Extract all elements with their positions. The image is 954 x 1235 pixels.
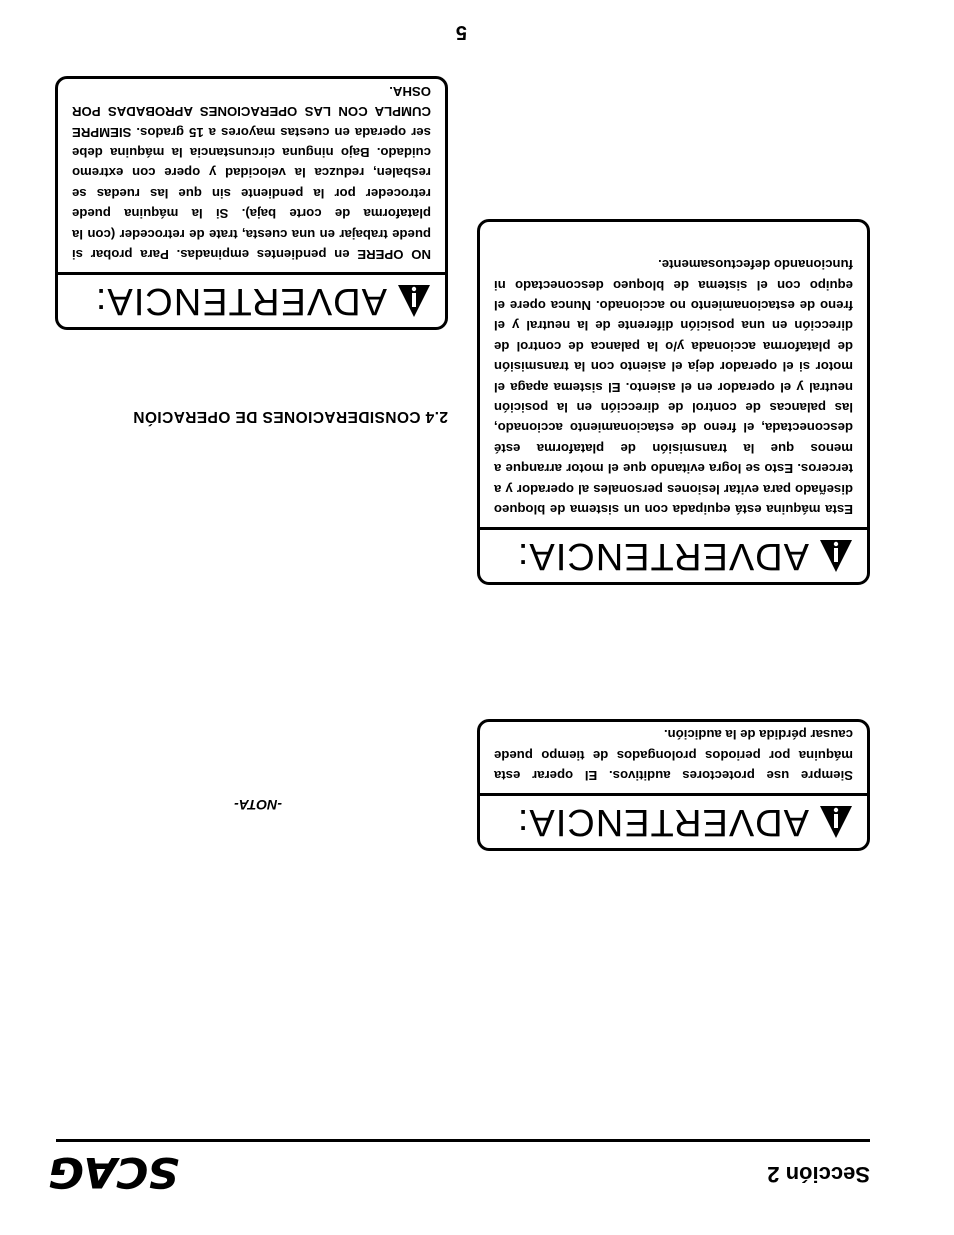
section-heading: 2.4 CONSIDERACIONES DE OPERACIÓN	[132, 408, 448, 425]
footer-section-label: Sección 2	[767, 1162, 870, 1187]
warning-triangle-icon	[819, 539, 853, 573]
warning-text: NO OPERE en pendientes empinadas. Para probar si puede trabajar en una cuesta, trate de retroceder (con la plataforma de corte baja). Si la máquina puede retroceder por la pendiente sin que las ruedas se resbalen, reduzca la velocidad y opere con extremo cuidado. Bajo ninguna circunstancia la máquina debe ser operada en cuestas mayores a 15 grados. SIEMPRE CUMPLA CON LAS OPERACIONES APROBADAS POR OSHA.	[72, 83, 431, 262]
warning-text: Siempre use protectores auditivos. El operar esta máquina por periodos prolongados de tiempo puede causar pérdida de la audición.	[494, 727, 853, 783]
warning-box-slopes	[55, 76, 448, 330]
warning-title: ADVERTENCIA:	[94, 280, 387, 322]
warning-box-interlock	[477, 219, 870, 585]
warning-box-hearing	[477, 719, 870, 851]
note-label: -NOTA-	[234, 797, 282, 813]
warning-header	[58, 272, 445, 327]
warning-header	[480, 793, 867, 848]
page-number: 5	[455, 21, 467, 43]
warning-text: Esta máquina está equipada con un sistema de bloqueo diseñado para evitar lesiones personales al operador y a terceros. Esto se logra evitando que el motor arranque a menos que la transmisión de plataforma esté desconectada, el freno de estacionamiento accionado, las palancas de control de dirección en la posición neutral y el operador en el asiento. El sistema apaga el motor si el operador deja el asiento con la transmisión de plataforma accionada y/o la palanca de control de dirección en una posición diferente de la neutral y el freno de estacionamiento no accionado. Nunca opere el equipo con el sistema de bloqueo desconectado ni funcionando defectuosamente.	[494, 257, 853, 517]
warning-triangle-icon	[819, 805, 853, 839]
scag-logo: SCAG	[48, 1148, 180, 1197]
warning-triangle-icon	[397, 284, 431, 318]
warning-title: ADVERTENCIA:	[516, 801, 809, 843]
warning-header	[480, 527, 867, 582]
footer-divider	[56, 1139, 870, 1142]
warning-title: ADVERTENCIA:	[516, 535, 809, 577]
